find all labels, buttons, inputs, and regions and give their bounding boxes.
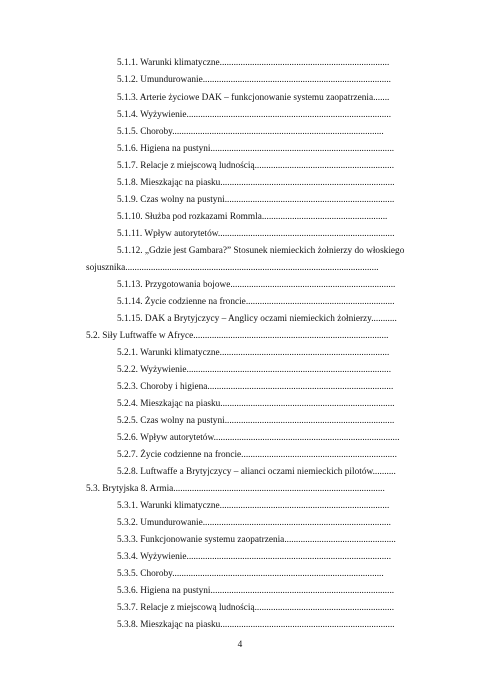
toc-entry: 5.1.10. Służba pod rozkazami Rommla...................................................... — [117, 212, 388, 222]
toc-entry: 5.3.5. Choroby........................................................................................... — [117, 569, 384, 579]
toc-entry: 5.2.4. Mieszkając na piasku........................................................................... — [117, 399, 395, 409]
page-number: 4 — [237, 640, 243, 650]
toc-entry: 5.2.8. Luftwaffe a Brytyjczycy – alianci oczami niemieckich pilotów.......... — [117, 467, 396, 477]
toc-entry: 5.2.6. Wpływ autorytetów................................................................................ — [117, 433, 400, 443]
toc-entry: 5.3.1. Warunki klimatyczne......................................................................... — [117, 501, 390, 511]
toc-entry: 5.1.1. Warunki klimatyczne......................................................................... — [117, 58, 390, 68]
toc-entry: 5.3.3. Funkcjonowanie systemu zaopatrzenia................................................ — [117, 535, 396, 545]
toc-entry: 5.3.7. Relacje z miejscową ludnością............................................................ — [117, 603, 395, 613]
toc-section-entry: 5.3. Brytyjska 8. Armia........................................................................................... — [86, 484, 385, 494]
toc-entry: 5.2.1. Warunki klimatyczne......................................................................... — [117, 348, 390, 358]
toc-entry: 5.1.13. Przygotowania bojowe....................................................................... — [117, 280, 396, 290]
toc-entry: 5.2.3. Choroby i higiena................................................................................ — [117, 382, 394, 392]
toc-entry: 5.1.5. Choroby........................................................................................... — [117, 127, 384, 137]
toc-entry: 5.3.8. Mieszkając na piasku........................................................................... — [117, 620, 395, 630]
toc-entry: 5.1.4. Wyżywienie........................................................................................ — [117, 110, 392, 120]
toc-entry: 5.1.11. Wpływ autorytetów............................................................................ — [117, 229, 395, 239]
toc-entry: 5.1.6. Higiena na pustyni............................................................................... — [117, 144, 395, 154]
toc-entry: 5.1.14. Życie codzienne na froncie................................................................ — [117, 297, 395, 307]
toc-entry: 5.1.12. „Gdzie jest Gambara?” Stosunek niemieckich żołnierzy do włoskiego — [117, 246, 405, 256]
toc-entry: 5.1.9. Czas wolny na pustyni......................................................................... — [117, 195, 395, 205]
toc-entry: 5.3.2. Umundurowanie................................................................................. — [117, 518, 391, 528]
toc-entry: 5.3.4. Wyżywienie........................................................................................ — [117, 552, 392, 562]
toc-entry: 5.1.15. DAK a Brytyjczycy – Anglicy oczami niemieckich żołnierzy........... — [117, 314, 397, 324]
toc-entry: 5.2.5. Czas wolny na pustyni......................................................................... — [117, 416, 395, 426]
toc-entry: 5.1.2. Umundurowanie................................................................................. — [117, 75, 391, 85]
toc-entry: 5.1.7. Relacje z miejscową ludnością............................................................ — [117, 161, 395, 171]
toc-entry: 5.2.7. Życie codzienne na froncie................................................................... — [117, 450, 397, 460]
toc-entry: 5.1.8. Mieszkając na piasku........................................................................... — [117, 178, 395, 188]
toc-entry: 5.3.6. Higiena na pustyni............................................................................... — [117, 586, 395, 596]
toc-entry: 5.2.2. Wyżywienie........................................................................................ — [117, 365, 392, 375]
toc-section-entry: 5.2. Siły Luftwaffe w Afryce.................................................................................... — [86, 331, 389, 341]
toc-entry-continuation: sojusznika............................................................................................................. — [86, 263, 379, 273]
toc-entry: 5.1.3. Arterie życiowe DAK – funkcjonowanie systemu zaopatrzenia....... — [117, 93, 390, 103]
